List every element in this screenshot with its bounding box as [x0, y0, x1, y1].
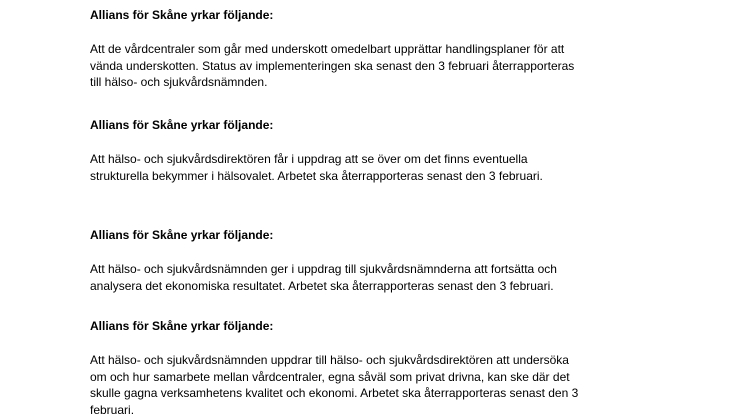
- section-4-line-4: februari.: [90, 402, 135, 417]
- section-1-paragraph: [90, 41, 690, 91]
- section-2-paragraph: [90, 151, 690, 184]
- section-3-line-1: Att hälso- och sjukvårdsnämnden ger i uppdrag till sjukvårdsnämnderna att fortsätta och: [90, 262, 557, 276]
- section-3-paragraph: [90, 261, 690, 294]
- section-4-line-1: Att hälso- och sjukvårdsnämnden uppdrar till hälso- och sjukvårdsdirektören att undersöka: [90, 353, 569, 367]
- section-2-line-2: strukturella bekymmer i hälsovalet. Arbetet ska återrapporteras senast den 3 februari.: [90, 168, 543, 183]
- section-1-line-3: till hälso- och sjukvårdsnämnden.: [90, 75, 268, 89]
- section-1-heading: Allians för Skåne yrkar följande:: [90, 8, 274, 22]
- section-2-line-1: Att hälso- och sjukvårdsdirektören får i uppdrag att se över om det finns eventuella: [90, 152, 528, 166]
- section-4-heading: Allians för Skåne yrkar följande:: [90, 319, 274, 333]
- document-page: [90, 0, 730, 419]
- section-1-line-2: vända underskotten. Status av implementeringen ska senast den 3 februari återrapporteras: [90, 58, 575, 73]
- section-4-line-2: om och hur samarbete mellan vårdcentraler, egna såväl som privat drivna, kan ske där det: [90, 369, 570, 384]
- section-2-heading: Allians för Skåne yrkar följande:: [90, 118, 274, 132]
- section-1-line-1: Att de vårdcentraler som går med underskott omedelbart upprättar handlingsplaner för att: [90, 42, 565, 56]
- section-3-line-2: analysera det ekonomiska resultatet. Arbetet ska återrapporteras senast den 3 februari.: [90, 278, 554, 293]
- section-4-line-3: skulle gagna verksamhetens kvalitet och ekonomi. Arbetet ska återrapporteras senast den 3: [90, 386, 579, 400]
- section-3-heading: Allians för Skåne yrkar följande:: [90, 228, 274, 242]
- section-4-paragraph: [90, 352, 690, 418]
